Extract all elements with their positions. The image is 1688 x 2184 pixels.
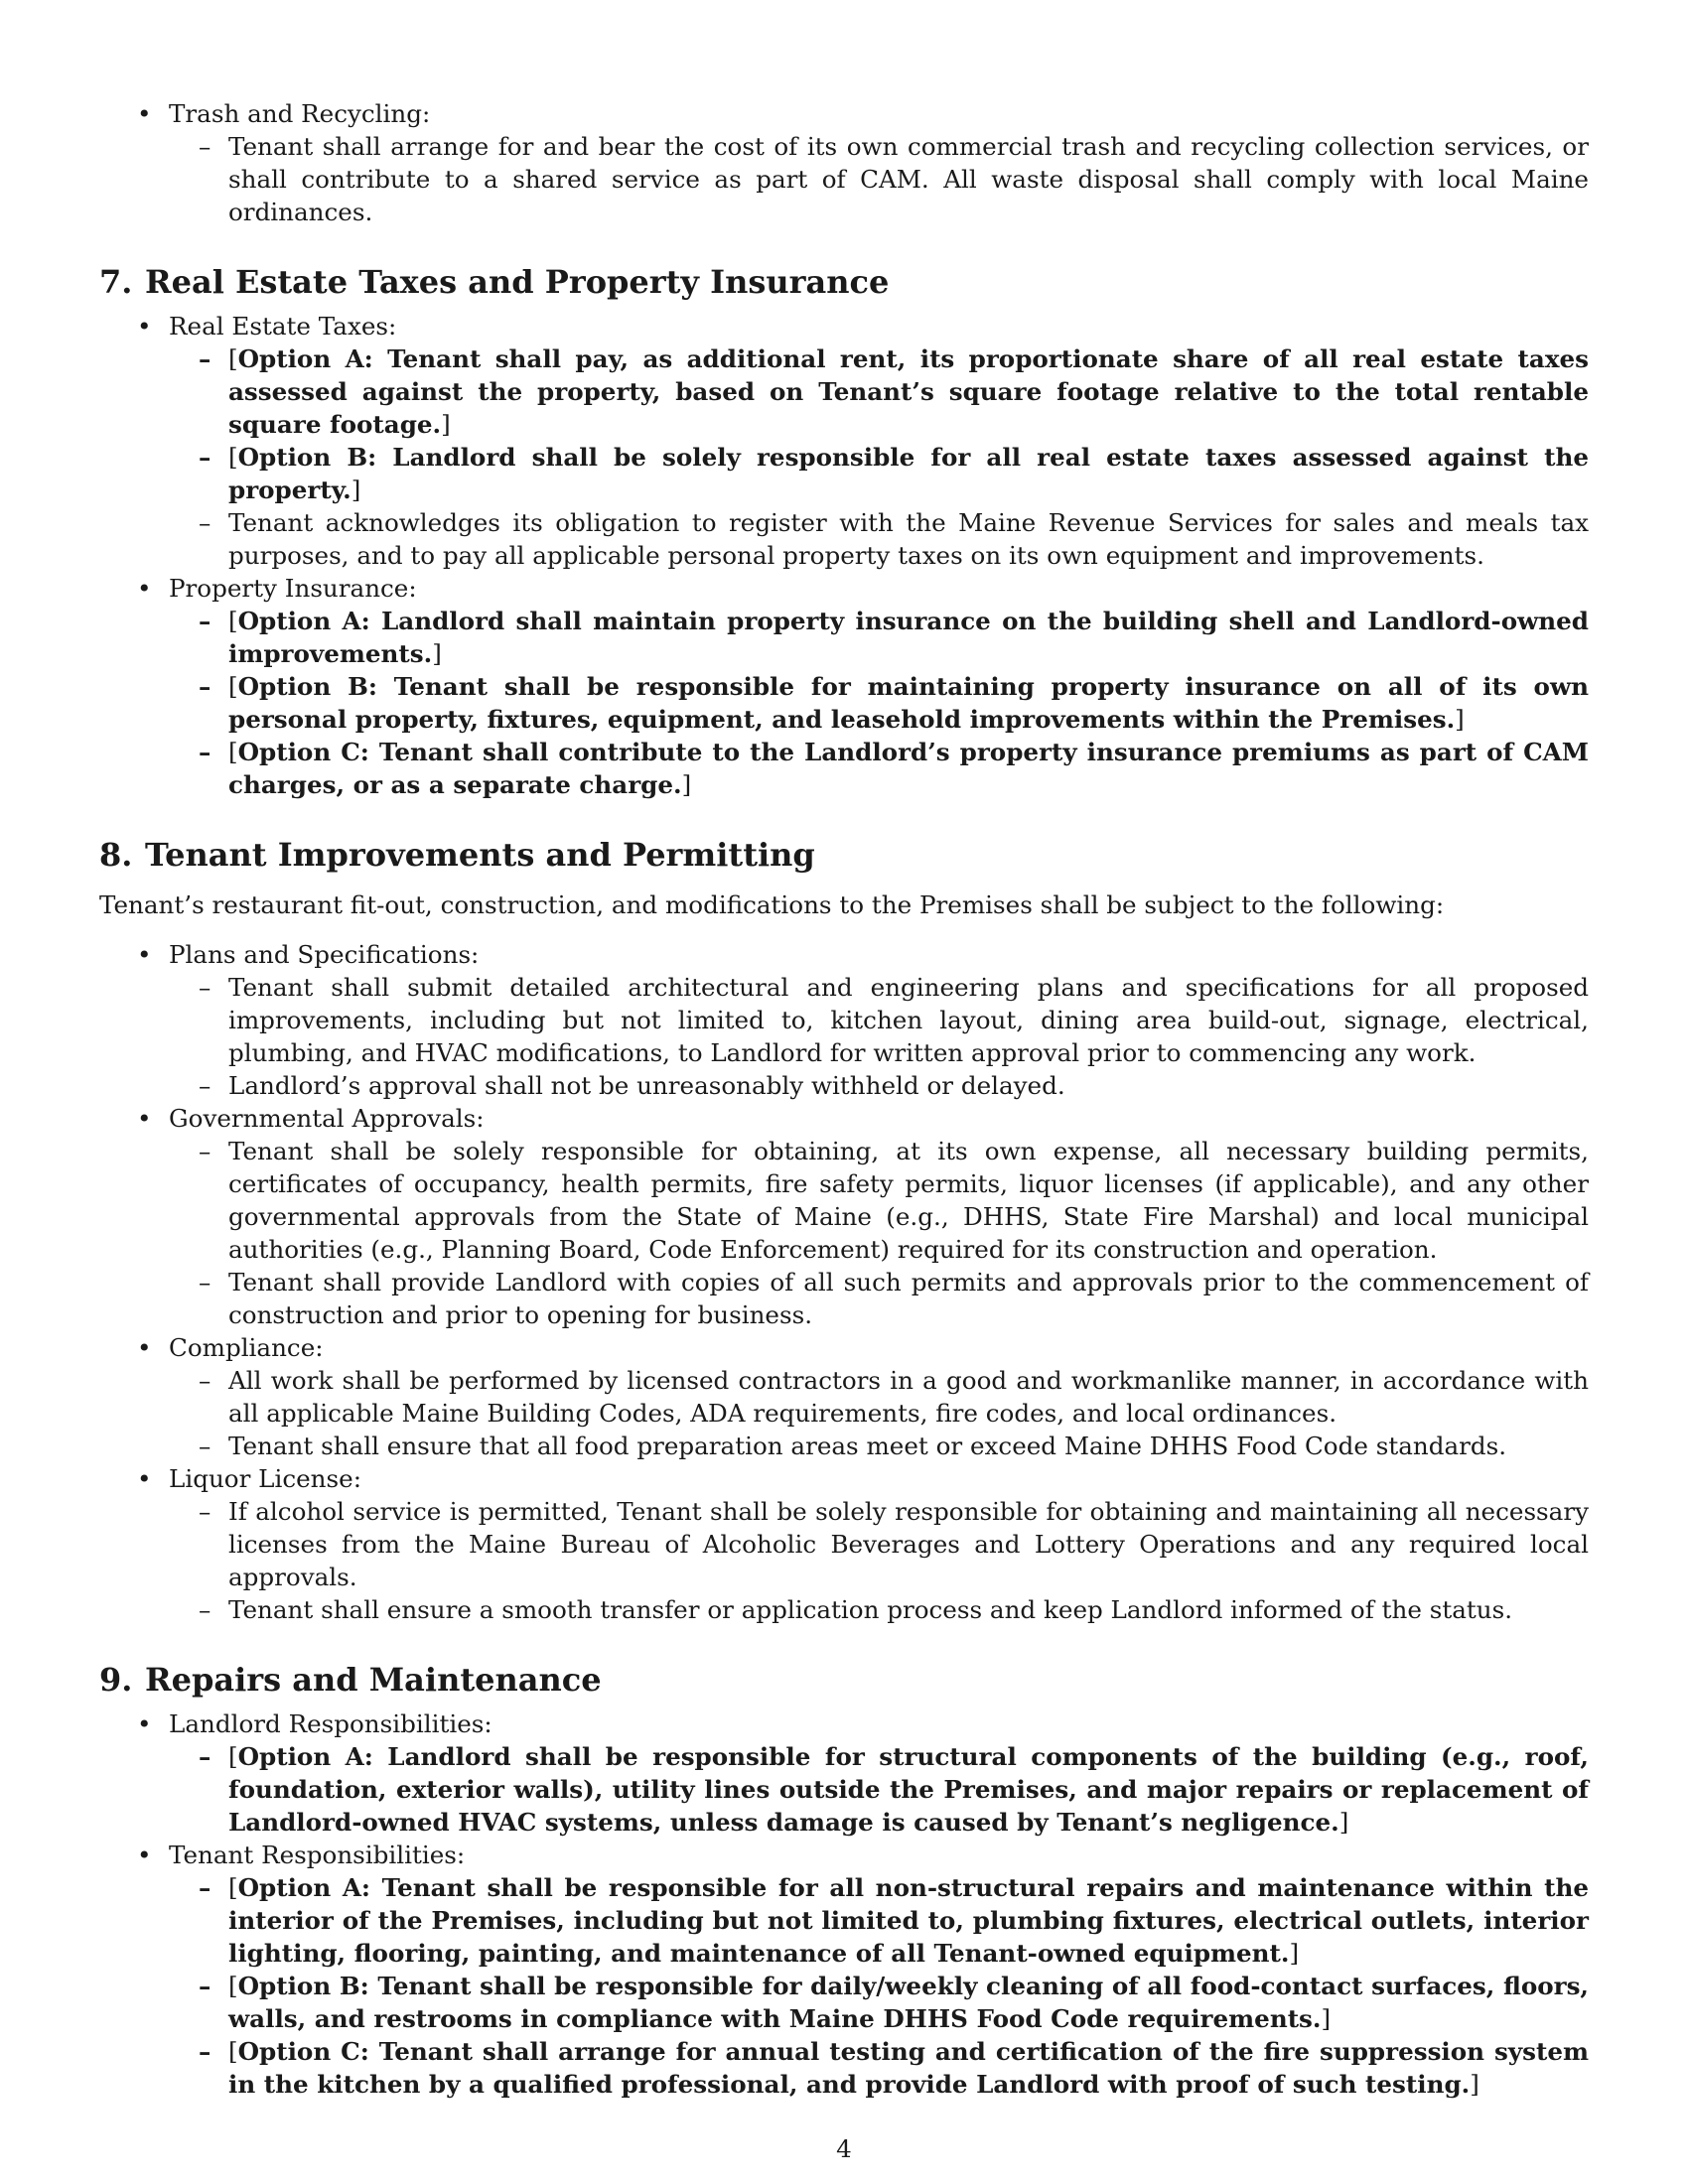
- sub-list: [169, 1871, 1589, 2101]
- option-text: Option B: Landlord shall be solely responsible for all real estate taxes assessed against the property.: [228, 443, 1589, 504]
- sub-item: – Landlord’s approval shall not be unreasonably withheld or delayed.: [169, 1069, 1589, 1102]
- item-label: Governmental Approvals:: [169, 1104, 485, 1133]
- option-text: Option A: Tenant shall be responsible for all non-structural repairs and maintenance within the interior of the Premises, including but not limited to, plumbing fixtures, electrical outlets, interior lighting, flooring, painting, and maintenance of all Tenant-owned equipment.: [228, 1873, 1589, 1968]
- list-item-trash-recycling: [99, 97, 1589, 228]
- document-page: [99, 97, 1589, 2101]
- option-item: – [Option C: Tenant shall contribute to the Landlord’s property insurance premiums as part of CAM charges, or as a separate charge.]: [169, 736, 1589, 801]
- sub-item: – Tenant shall submit detailed architectural and engineering plans and specifications for all proposed improvements, including but not limited to, kitchen layout, dining area build-out, signage, electrical, plumbing, and HVAC modifications, to Landlord for written approval prior to commencing any work.: [169, 971, 1589, 1069]
- list-item-real-estate-taxes: [99, 310, 1589, 572]
- section-number: 9.: [99, 1661, 133, 1699]
- option-item: – [Option A: Landlord shall maintain property insurance on the building shell and Landlord-owned improvements.]: [169, 605, 1589, 670]
- option-item: – [Option A: Landlord shall be responsible for structural components of the building (e.g., roof, foundation, exterior walls), utility lines outside the Premises, and major repairs or replacement of Landlord-owned HVAC systems, unless damage is caused by Tenant’s negligence.]: [169, 1740, 1589, 1839]
- item-label: Liquor License:: [169, 1464, 361, 1493]
- section-6-list: [99, 97, 1589, 228]
- section-7-heading: [99, 262, 1589, 302]
- item-label: Property Insurance:: [169, 574, 417, 603]
- sub-list: [169, 1740, 1589, 1839]
- sub-item: – Tenant shall ensure a smooth transfer or application process and keep Landlord informed of the status.: [169, 1593, 1589, 1626]
- sub-item: – Tenant shall arrange for and bear the cost of its own commercial trash and recycling collection services, or shall contribute to a shared service as part of CAM. All waste disposal shall comply with local Maine ordinances.: [169, 130, 1589, 228]
- item-label: Compliance:: [169, 1333, 324, 1362]
- page-number: 4: [836, 2134, 852, 2163]
- option-item: – [Option B: Tenant shall be responsible for daily/weekly cleaning of all food-contact surfaces, floors, walls, and restrooms in compliance with Maine DHHS Food Code requirements.]: [169, 1970, 1589, 2035]
- list-item-tenant-responsibilities: [99, 1839, 1589, 2101]
- item-label: Plans and Specifications:: [169, 940, 480, 969]
- list-item-compliance: [99, 1331, 1589, 1462]
- list-item-landlord-responsibilities: [99, 1707, 1589, 1839]
- option-item: – [Option B: Landlord shall be solely responsible for all real estate taxes assessed against the property.]: [169, 441, 1589, 506]
- option-text: Option B: Tenant shall be responsible for daily/weekly cleaning of all food-contact surfaces, floors, walls, and restrooms in compliance with Maine DHHS Food Code requirements.: [228, 1972, 1589, 2033]
- sub-item: – All work shall be performed by licensed contractors in a good and workmanlike manner, in accordance with all applicable Maine Building Codes, ADA requirements, fire codes, and local ordinances.: [169, 1364, 1589, 1430]
- option-text: Option C: Tenant shall contribute to the Landlord’s property insurance premiums as part of CAM charges, or as a separate charge.: [228, 738, 1589, 799]
- list-item-liquor-license: [99, 1462, 1589, 1626]
- sub-list: [169, 1135, 1589, 1331]
- item-label: Tenant Responsibilities:: [169, 1841, 466, 1869]
- option-item: – [Option C: Tenant shall arrange for annual testing and certification of the fire suppression system in the kitchen by a qualified professional, and provide Landlord with proof of such testing.]: [169, 2035, 1589, 2101]
- section-7-list: [99, 310, 1589, 801]
- section-number: 8.: [99, 836, 133, 874]
- section-8-list: [99, 938, 1589, 1626]
- sub-list: [169, 1495, 1589, 1626]
- option-item: – [Option A: Tenant shall pay, as additional rent, its proportionate share of all real estate taxes assessed against the property, based on Tenant’s square footage relative to the total rentable square footage.]: [169, 342, 1589, 441]
- section-8-intro: Tenant’s restaurant fit-out, construction, and modifications to the Premises shall be subject to the following:: [99, 890, 1445, 919]
- option-text: Option B: Tenant shall be responsible for maintaining property insurance on all of its own personal property, fixtures, equipment, and leasehold improvements within the Premises.: [228, 672, 1589, 734]
- section-title: Real Estate Taxes and Property Insurance: [145, 263, 890, 301]
- sub-list: [169, 1364, 1589, 1462]
- list-item-governmental-approvals: [99, 1102, 1589, 1331]
- section-title: Tenant Improvements and Permitting: [145, 836, 815, 874]
- section-9-list: [99, 1707, 1589, 2101]
- option-item: – [Option B: Tenant shall be responsible for maintaining property insurance on all of its own personal property, fixtures, equipment, and leasehold improvements within the Premises.]: [169, 670, 1589, 736]
- section-9-heading: [99, 1660, 1589, 1700]
- sub-list: [169, 971, 1589, 1102]
- item-label: Trash and Recycling:: [169, 99, 431, 128]
- sub-item: – If alcohol service is permitted, Tenant shall be solely responsible for obtaining and maintaining all necessary licenses from the Maine Bureau of Alcoholic Beverages and Lottery Operations and any required local approvals.: [169, 1495, 1589, 1593]
- option-item: – [Option A: Tenant shall be responsible for all non-structural repairs and maintenance within the interior of the Premises, including but not limited to, plumbing fixtures, electrical outlets, interior lighting, flooring, painting, and maintenance of all Tenant-owned equipment.]: [169, 1871, 1589, 1970]
- list-item-property-insurance: [99, 572, 1589, 801]
- section-title: Repairs and Maintenance: [145, 1661, 602, 1699]
- sub-item: – Tenant shall provide Landlord with copies of all such permits and approvals prior to the commencement of construction and prior to opening for business.: [169, 1266, 1589, 1331]
- sub-item: – Tenant shall be solely responsible for obtaining, at its own expense, all necessary building permits, certificates of occupancy, health permits, fire safety permits, liquor licenses (if applicable), and any other governmental approvals from the State of Maine (e.g., DHHS, State Fire Marshal) and local municipal authorities (e.g., Planning Board, Code Enforcement) required for its construction and operation.: [169, 1135, 1589, 1266]
- sub-item: – Tenant acknowledges its obligation to register with the Maine Revenue Services for sales and meals tax purposes, and to pay all applicable personal property taxes on its own equipment and improvements.: [169, 506, 1589, 572]
- item-label: Landlord Responsibilities:: [169, 1709, 492, 1738]
- option-text: Option A: Landlord shall be responsible for structural components of the building (e.g., roof, foundation, exterior walls), utility lines outside the Premises, and major repairs or replacement of Landlord-owned HVAC systems, unless damage is caused by Tenant’s negligence.: [228, 1742, 1589, 1837]
- section-8-heading: [99, 835, 1589, 875]
- item-label: Real Estate Taxes:: [169, 312, 397, 341]
- sub-list: [169, 130, 1589, 228]
- option-text: Option A: Landlord shall maintain property insurance on the building shell and Landlord-owned improvements.: [228, 607, 1589, 668]
- sub-item: – Tenant shall ensure that all food preparation areas meet or exceed Maine DHHS Food Code standards.: [169, 1430, 1589, 1462]
- section-number: 7.: [99, 263, 133, 301]
- sub-list: [169, 605, 1589, 801]
- option-text: Option A: Tenant shall pay, as additional rent, its proportionate share of all real estate taxes assessed against the property, based on Tenant’s square footage relative to the total rentable square footage.: [228, 344, 1589, 439]
- option-text: Option C: Tenant shall arrange for annual testing and certification of the fire suppression system in the kitchen by a qualified professional, and provide Landlord with proof of such testing.: [228, 2037, 1589, 2099]
- list-item-plans: [99, 938, 1589, 1102]
- sub-list: [169, 342, 1589, 572]
